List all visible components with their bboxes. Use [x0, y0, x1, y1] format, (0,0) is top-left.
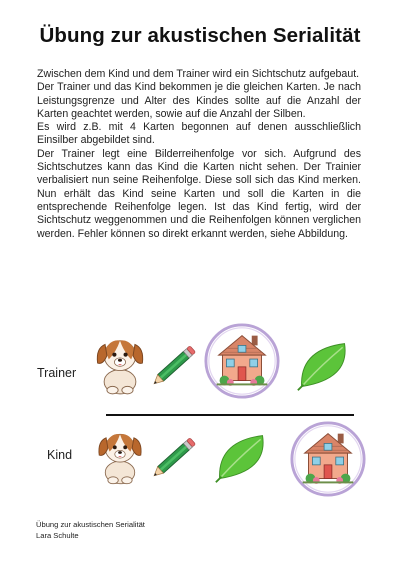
page-title: Übung zur akustischen Serialität	[39, 24, 361, 47]
divider-line	[106, 414, 354, 416]
leaf-icon	[296, 338, 352, 394]
paragraph: Der Trainer legt eine Bilderreihenfolge vor sich. Aufgrund des Sichtschutzes kann das Kind die Karten nicht sehen. Der Trainier verbalisiert nun seine Reihenfolge. Diese soll sich das Kind merken. Nun erhält das Kind seine Karten und soll die Karten in die entsprechende Reihenfolge legen. Ist das Kind fertig, wird der Sichtschutz weggenommen und die Reihenfolgen können verglichen werden. Fehler können so direkt erkannt werden, siehe Abbildung.	[37, 147, 361, 240]
house-icon	[289, 420, 367, 498]
dog-icon	[94, 424, 146, 488]
leaf-icon	[214, 430, 270, 486]
footer	[36, 520, 145, 541]
row-label-kind: Kind	[47, 448, 73, 462]
pencil-icon	[150, 338, 202, 390]
paragraph: Zwischen dem Kind und dem Trainer wird ein Sichtschutz aufgebaut.	[37, 68, 360, 80]
house-icon	[203, 322, 281, 400]
row-label-trainer: Trainer	[37, 366, 77, 380]
instructions-text	[37, 68, 361, 241]
paragraph: Der Trainer und das Kind bekommen je die gleichen Karten. Je nach Leistungsgrenze und Alter des Kindes sollte auf die Anzahl der Karten geachtet werden, sowie auf die Anzahl der Silben.	[37, 81, 361, 120]
pencil-icon	[150, 430, 202, 482]
dog-icon	[92, 330, 148, 398]
paragraph: Es wird z.B. mit 4 Karten begonnen auf denen ausschließlich Einsilber abgebildet sind.	[37, 121, 361, 147]
footer-author: Lara Schulte	[36, 530, 79, 540]
footer-title: Übung zur akustischen Serialität	[36, 520, 145, 529]
